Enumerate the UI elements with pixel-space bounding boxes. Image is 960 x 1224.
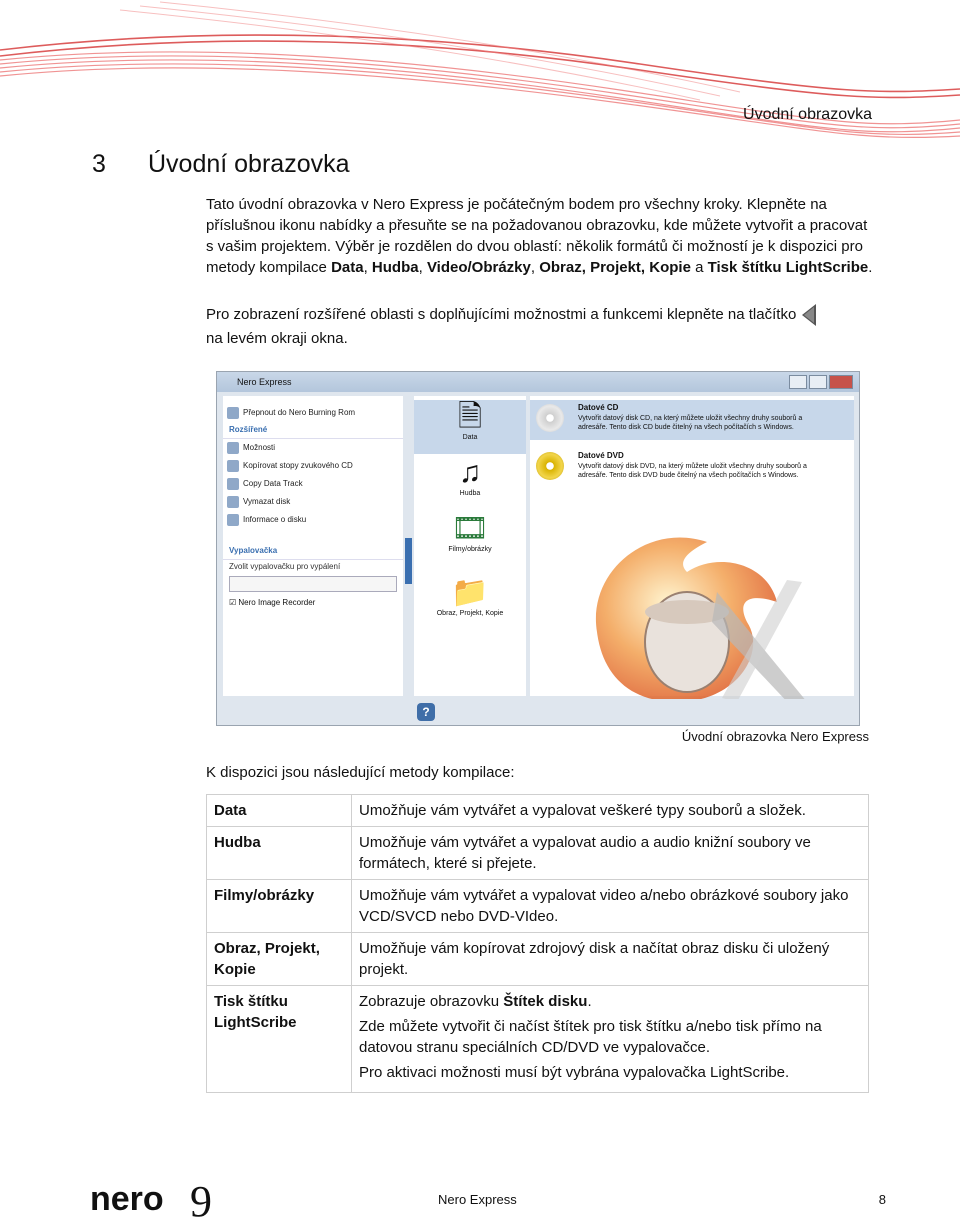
sep: a <box>690 259 708 276</box>
audio-cd-icon <box>227 460 239 472</box>
category-data[interactable] <box>414 400 526 454</box>
disc-type-desc: Vytvořit datový disk DVD, na který můžete uložit všechny druhy souborů a adresáře. Tento disk DVD bude čitelný na všech počítačích s Windows. <box>578 463 807 479</box>
menu-label: Copy Data Track <box>243 479 303 488</box>
table-row <box>207 795 869 827</box>
folder-icon: 📁 <box>451 576 489 609</box>
category-video[interactable] <box>414 512 526 570</box>
window-controls <box>789 375 853 389</box>
method-desc: Umožňuje vám vytvářet a vypalovat audio a audio knižní soubory ve formátech, které si přejete. <box>352 827 869 880</box>
method-desc <box>352 986 869 1093</box>
help-button[interactable]: ? <box>417 703 435 721</box>
collapse-toggle[interactable] <box>405 538 412 584</box>
category-music[interactable] <box>414 456 526 510</box>
maximize-icon[interactable] <box>809 375 827 389</box>
advanced-heading: Rozšířené <box>223 422 403 439</box>
sep: , <box>530 259 540 276</box>
music-note-icon: ♫ <box>458 456 482 489</box>
method-desc-line: Zde můžete vytvořit či načíst štítek pro tisk štítku a/nebo tisk přímo na datovou stranu speciálních CD/DVD ve vypalovačce. <box>359 1018 822 1056</box>
burner-option-label: Nero Image Recorder <box>238 598 316 607</box>
burner-option[interactable]: ☑ Nero Image Recorder <box>229 598 316 607</box>
category-list <box>414 396 526 696</box>
method-desc: Umožňuje vám kopírovat zdrojový disk a načítat obraz disku či uložený projekt. <box>352 933 869 986</box>
burner-heading: Vypalovačka <box>223 543 403 560</box>
chapter-number: 3 <box>92 150 106 178</box>
method-name: Hudba <box>207 827 352 880</box>
page-number: 8 <box>878 1192 886 1207</box>
intro-paragraph <box>206 194 878 278</box>
disc-info-icon <box>227 514 239 526</box>
window-title: Nero Express <box>237 377 292 387</box>
menu-label: Kopírovat stopy zvukového CD <box>243 461 353 470</box>
method-lightscribe-bold: Tisk štítku LightScribe <box>707 259 869 276</box>
method-name: Data <box>207 795 352 827</box>
expand-text-2: na levém okraji okna. <box>206 330 348 347</box>
method-desc-line <box>359 991 861 1012</box>
window-titlebar <box>217 372 859 392</box>
disc-type-data-dvd[interactable] <box>530 448 854 488</box>
menu-item-disc-info[interactable] <box>223 511 403 529</box>
table-row <box>207 880 869 933</box>
table-row <box>207 827 869 880</box>
intro-text: Tato úvodní obrazovka v Nero Express je počátečným bodem pro všechny kroky. Klepněte na příslušnou ikonu nabídky a přesuňte se na požadovanou obrazovku, kde můžete vytvořit a pracovat s vašim projektem. Výběr je rozdělen do dvou oblastí: několik formátů či možností je k dispozici pro metody kompilace <box>206 196 868 276</box>
logo-wordmark: nero <box>90 1180 164 1218</box>
method-name: Tisk štítku LightScribe <box>207 986 352 1093</box>
chapter-title: Úvodní obrazovka <box>148 150 350 178</box>
table-row <box>207 986 869 1093</box>
switch-to-burning-rom[interactable] <box>223 404 403 422</box>
window-bottom-bar <box>217 699 859 725</box>
data-track-icon <box>227 478 239 490</box>
method-video-bold: Video/Obrázky <box>426 259 531 276</box>
method-desc: Umožňuje vám vytvářet a vypalovat video a/nebo obrázkové soubory jako VCD/SVCD nebo DVD-VIdeo. <box>352 880 869 933</box>
sep: , <box>363 259 372 276</box>
disc-type-desc: Vytvořit datový disk CD, na který můžete uložit všechny druhy souborů a adresáře. Tento disk CD bude čitelný na všech počítačích s Windows. <box>578 415 803 431</box>
expand-text: Pro zobrazení rozšířené oblasti s doplňujícími možnostmi a funkcemi klepněte na tlačítko <box>206 305 797 323</box>
menu-label: Přepnout do Nero Burning Rom <box>243 408 356 417</box>
menu-label: Vymazat disk <box>243 497 291 506</box>
table-row <box>207 933 869 986</box>
method-data-bold: Data <box>331 259 364 276</box>
methods-intro: K dispozici jsou následující metody kompilace: <box>206 764 515 781</box>
method-desc: Umožňuje vám vytvářet a vypalovat veškeré typy souborů a složek. <box>352 795 869 827</box>
method-name: Obraz, Projekt, Kopie <box>207 933 352 986</box>
cd-icon <box>536 404 564 432</box>
compilation-methods-table <box>206 794 869 1093</box>
menu-item-options[interactable] <box>223 439 403 457</box>
category-image-copy[interactable] <box>414 576 526 634</box>
menu-item-copy-audio[interactable] <box>223 457 403 475</box>
nero-rom-icon <box>227 407 239 419</box>
sep: . <box>868 259 873 276</box>
logo-version: 9 <box>190 1180 212 1222</box>
menu-item-erase-disc[interactable] <box>223 493 403 511</box>
category-label: Data <box>462 434 478 441</box>
running-header: Úvodní obrazovka <box>743 106 872 123</box>
dvd-icon <box>536 452 564 480</box>
options-icon <box>227 442 239 454</box>
method-music-bold: Hudba <box>371 259 419 276</box>
menu-label: Možnosti <box>243 443 276 452</box>
category-label: Hudba <box>459 490 481 497</box>
footer-product: Nero Express <box>438 1192 517 1207</box>
nero-express-screenshot <box>216 371 860 726</box>
close-icon[interactable] <box>829 375 853 389</box>
menu-label: Informace o disku <box>243 515 307 524</box>
chapter-heading <box>92 150 350 179</box>
minimize-icon[interactable] <box>789 375 807 389</box>
expand-arrow-icon <box>800 302 818 328</box>
nero-9-logo <box>90 1180 230 1222</box>
document-icon: 🗎 <box>457 400 483 433</box>
disc-type-title: Datové CD <box>578 403 619 412</box>
method-desc-line: Pro aktivaci možnosti musí být vybrána vypalovačka LightScribe. <box>359 1064 790 1081</box>
menu-item-copy-data-track[interactable] <box>223 475 403 493</box>
disc-type-title: Datové DVD <box>578 451 624 460</box>
category-label: Obraz, Projekt, Kopie <box>436 610 504 617</box>
figure-caption: Úvodní obrazovka Nero Express <box>681 729 869 744</box>
expand-paragraph <box>206 302 878 349</box>
nero-flame-logo <box>567 512 827 712</box>
method-name: Filmy/obrázky <box>207 880 352 933</box>
burner-label: Zvolit vypalovačku pro vypálení <box>229 562 341 571</box>
desc-text: Zobrazuje obrazovku <box>359 993 504 1010</box>
method-image-bold: Obraz, Projekt, Kopie <box>539 259 691 276</box>
burner-select[interactable] <box>229 576 397 592</box>
disc-type-data-cd[interactable] <box>530 400 854 440</box>
disc-label-screen-name: Štítek disku <box>503 993 588 1010</box>
erase-icon <box>227 496 239 508</box>
desc-text: . <box>587 993 592 1010</box>
sep: , <box>418 259 427 276</box>
extended-options-pane <box>223 396 403 696</box>
category-label: Filmy/obrázky <box>448 546 492 553</box>
film-icon: 🎞 <box>450 512 490 545</box>
